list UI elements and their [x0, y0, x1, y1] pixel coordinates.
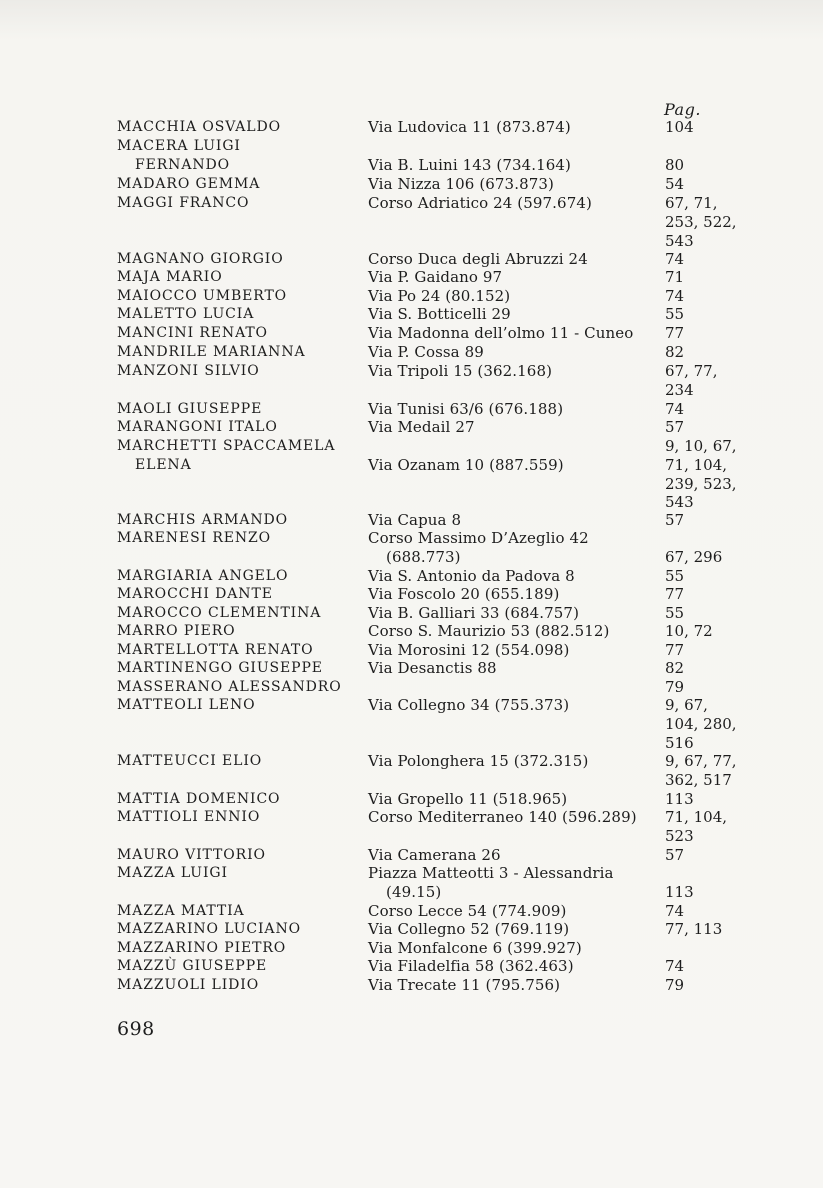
entry-line — [0, 567, 823, 585]
page-refs: 253, 522, — [665, 213, 737, 231]
page-refs: 67, 77, — [665, 362, 718, 380]
entry-line — [0, 678, 823, 696]
address: Via Filadelfia 58 (362.463) — [368, 957, 574, 975]
entry-line — [0, 418, 823, 436]
address: Via Tripoli 15 (362.168) — [368, 362, 553, 380]
address: Via Collegno 34 (755.373) — [368, 696, 570, 714]
entry-line — [0, 846, 823, 864]
person-name: MAZZARINO PIETRO — [117, 940, 287, 956]
address: Via P. Gaidano 97 — [368, 268, 503, 286]
address: Via Gropello 11 (518.965) — [368, 790, 568, 808]
entry-line — [0, 232, 823, 250]
entry-line — [0, 493, 823, 511]
person-name: MAZZA LUIGI — [117, 865, 228, 881]
address: Corso Mediterraneo 140 (596.289) — [368, 808, 637, 826]
entry-line — [0, 957, 823, 975]
entry-line — [0, 156, 823, 174]
entry-line — [0, 287, 823, 305]
address: Via Camerana 26 — [368, 846, 501, 864]
page-refs: 9, 67, — [665, 696, 708, 714]
person-name: MATTEOLI LENO — [117, 697, 256, 713]
address: Via Po 24 (80.152) — [368, 287, 511, 305]
page-refs: 113 — [665, 883, 694, 901]
entry-line — [0, 511, 823, 529]
page-refs: 80 — [665, 156, 685, 174]
address: Via Collegno 52 (769.119) — [368, 920, 570, 938]
address: Via Madonna dell’olmo 11 - Cuneo — [368, 324, 634, 342]
entry-line — [0, 118, 823, 136]
page-refs: 82 — [665, 343, 685, 361]
person-name: MARTELLOTTA RENATO — [117, 642, 314, 658]
page-refs: 77 — [665, 324, 685, 342]
address: Corso Lecce 54 (774.909) — [368, 902, 567, 920]
entry-line — [0, 213, 823, 231]
address-continued: (49.15) — [386, 883, 442, 901]
entry-line — [0, 827, 823, 845]
address: Via S. Antonio da Padova 8 — [368, 567, 575, 585]
page-refs: 71 — [665, 268, 685, 286]
page-refs: 239, 523, — [665, 475, 737, 493]
entry-line — [0, 752, 823, 770]
person-name: MARENESI RENZO — [117, 530, 272, 546]
person-name-continued: ELENA — [135, 457, 192, 473]
person-name: MAGGI FRANCO — [117, 195, 250, 211]
address: Via Capua 8 — [368, 511, 462, 529]
entry-line — [0, 250, 823, 268]
entry-line — [0, 381, 823, 399]
address: Via Polonghera 15 (372.315) — [368, 752, 589, 770]
address: Via Ozanam 10 (887.559) — [368, 456, 564, 474]
page-refs: 57 — [665, 846, 685, 864]
entry-line — [0, 548, 823, 566]
address: Via Foscolo 20 (655.189) — [368, 585, 560, 603]
entry-line — [0, 362, 823, 380]
person-name: MASSERANO ALESSANDRO — [117, 679, 342, 695]
person-name: MACCHIA OSVALDO — [117, 119, 282, 135]
page-refs: 71, 104, — [665, 456, 728, 474]
entry-line — [0, 305, 823, 323]
page-refs: 79 — [665, 678, 685, 696]
address: Via Morosini 12 (554.098) — [368, 641, 570, 659]
person-name: MANZONI SILVIO — [117, 363, 260, 379]
page-refs: 74 — [665, 400, 685, 418]
entry-line — [0, 902, 823, 920]
address: Via Ludovica 11 (873.874) — [368, 118, 571, 136]
entry-line — [0, 585, 823, 603]
entry-line — [0, 456, 823, 474]
entry-line — [0, 175, 823, 193]
person-name: MARTINENGO GIUSEPPE — [117, 660, 323, 676]
entry-line — [0, 771, 823, 789]
entry-line — [0, 324, 823, 342]
person-name: MAZZÙ GIUSEPPE — [117, 958, 268, 974]
entry-line — [0, 976, 823, 994]
person-name: MAGNANO GIORGIO — [117, 251, 284, 267]
page-refs: 55 — [665, 604, 685, 622]
address: Via B. Galliari 33 (684.757) — [368, 604, 580, 622]
person-name: MAOLI GIUSEPPE — [117, 401, 263, 417]
person-name: MAJA MARIO — [117, 269, 223, 285]
entry-line — [0, 194, 823, 212]
entry-line — [0, 920, 823, 938]
address: Corso S. Maurizio 53 (882.512) — [368, 622, 610, 640]
page-refs: 74 — [665, 287, 685, 305]
entry-line — [0, 790, 823, 808]
entry-line — [0, 475, 823, 493]
entry-line — [0, 268, 823, 286]
page-refs: 10, 72 — [665, 622, 713, 640]
person-name: MAURO VITTORIO — [117, 847, 266, 863]
page-refs: 523 — [665, 827, 694, 845]
person-name: MAZZUOLI LIDIO — [117, 977, 260, 993]
person-name: MAIOCCO UMBERTO — [117, 288, 288, 304]
entry-line — [0, 343, 823, 361]
entry-line — [0, 696, 823, 714]
address: Piazza Matteotti 3 - Alessandria — [368, 864, 614, 882]
address: Corso Massimo D’Azeglio 42 — [368, 529, 589, 547]
person-name: MATTEUCCI ELIO — [117, 753, 263, 769]
page-refs: 57 — [665, 418, 685, 436]
address: Via Trecate 11 (795.756) — [368, 976, 561, 994]
entry-line — [0, 400, 823, 418]
page-refs: 9, 67, 77, — [665, 752, 737, 770]
entry-line — [0, 659, 823, 677]
address: Via Monfalcone 6 (399.927) — [368, 939, 582, 957]
entry-line — [0, 137, 823, 155]
person-name: MAROCCO CLEMENTINA — [117, 605, 322, 621]
person-name: MARRO PIERO — [117, 623, 236, 639]
page-refs: 9, 10, 67, — [665, 437, 737, 455]
page-refs: 82 — [665, 659, 685, 677]
page-number: 698 — [117, 1018, 155, 1040]
address: Corso Adriatico 24 (597.674) — [368, 194, 592, 212]
entry-line — [0, 864, 823, 882]
entry-line — [0, 641, 823, 659]
page-refs: 74 — [665, 250, 685, 268]
address: Via S. Botticelli 29 — [368, 305, 511, 323]
person-name: MAROCCHI DANTE — [117, 586, 273, 602]
person-name: MANCINI RENATO — [117, 325, 268, 341]
person-name: MARGIARIA ANGELO — [117, 568, 289, 584]
entry-line — [0, 734, 823, 752]
entry-line — [0, 939, 823, 957]
person-name: MAZZARINO LUCIANO — [117, 921, 301, 937]
pag-column-header: Pag. — [664, 100, 701, 119]
page-refs: 77 — [665, 585, 685, 603]
page-refs: 362, 517 — [665, 771, 732, 789]
page-refs: 234 — [665, 381, 694, 399]
address: Via P. Cossa 89 — [368, 343, 484, 361]
entry-line — [0, 604, 823, 622]
person-name: MAZZA MATTIA — [117, 903, 245, 919]
page-refs: 516 — [665, 734, 694, 752]
entry-line — [0, 622, 823, 640]
page-refs: 74 — [665, 902, 685, 920]
person-name: MATTIA DOMENICO — [117, 791, 281, 807]
page-refs: 79 — [665, 976, 685, 994]
person-name: MATTIOLI ENNIO — [117, 809, 261, 825]
page-refs: 67, 296 — [665, 548, 723, 566]
page-refs: 57 — [665, 511, 685, 529]
address: Via Desanctis 88 — [368, 659, 497, 677]
page-refs: 55 — [665, 567, 685, 585]
address: Corso Duca degli Abruzzi 24 — [368, 250, 588, 268]
person-name: MARCHETTI SPACCAMELA — [117, 438, 336, 454]
page-refs: 77 — [665, 641, 685, 659]
page-refs: 71, 104, — [665, 808, 728, 826]
entry-line — [0, 883, 823, 901]
address-continued: (688.773) — [386, 548, 461, 566]
person-name: MALETTO LUCIA — [117, 306, 255, 322]
page-refs: 113 — [665, 790, 694, 808]
address: Via B. Luini 143 (734.164) — [368, 156, 572, 174]
page-refs: 104, 280, — [665, 715, 737, 733]
person-name: MADARO GEMMA — [117, 176, 261, 192]
person-name-continued: FERNANDO — [135, 157, 230, 173]
page-refs: 77, 113 — [665, 920, 723, 938]
entry-line — [0, 437, 823, 455]
person-name: MARCHIS ARMANDO — [117, 512, 289, 528]
person-name: MACERA LUIGI — [117, 138, 241, 154]
person-name: MANDRILE MARIANNA — [117, 344, 306, 360]
page-refs: 543 — [665, 232, 694, 250]
page-refs: 55 — [665, 305, 685, 323]
entry-line — [0, 529, 823, 547]
page-refs: 74 — [665, 957, 685, 975]
page-refs: 104 — [665, 118, 694, 136]
address: Via Medail 27 — [368, 418, 475, 436]
page-refs: 67, 71, — [665, 194, 718, 212]
entry-line — [0, 715, 823, 733]
entry-line — [0, 808, 823, 826]
person-name: MARANGONI ITALO — [117, 419, 278, 435]
address: Via Tunisi 63/6 (676.188) — [368, 400, 564, 418]
page-refs: 54 — [665, 175, 685, 193]
page-refs: 543 — [665, 493, 694, 511]
address: Via Nizza 106 (673.873) — [368, 175, 554, 193]
